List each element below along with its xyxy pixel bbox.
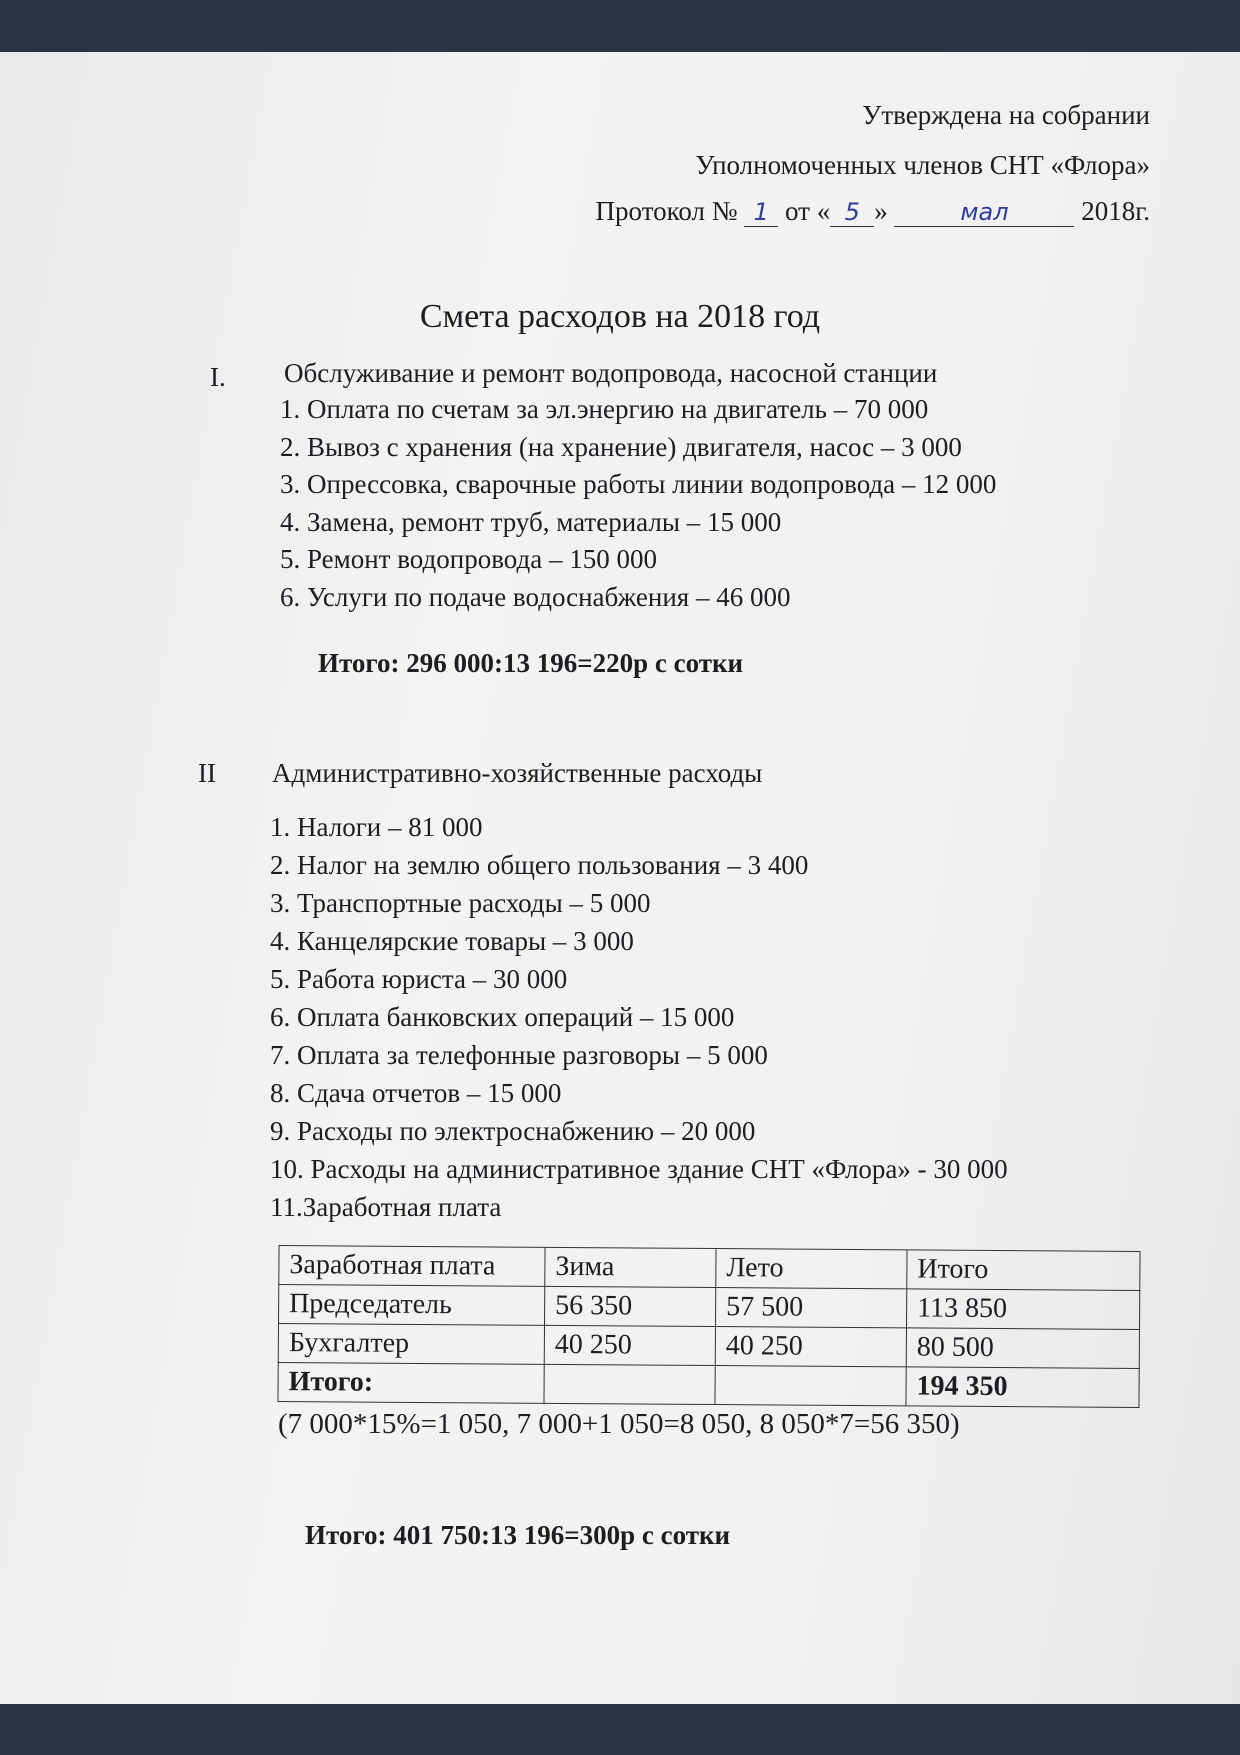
list-item: 2. Вывоз с хранения (на хранение) двигателя, насос – 3 000 [280,431,962,462]
day-close: » [874,196,888,226]
list-item: 10. Расходы на административное здание СНТ «Флора» - 30 000 [270,1154,1008,1184]
header-cell: Итого [907,1250,1140,1291]
approval-line-1: Утверждена на собрании [862,100,1150,130]
list-item: 1. Оплата по счетам за эл.энергию на двигатель – 70 000 [280,394,929,424]
section-2-heading: Административно-хозяйственные расходы [272,758,763,788]
header-cell: Лето [716,1249,907,1289]
protocol-month: мал [894,198,1074,227]
header-cell: Зима [545,1247,716,1287]
section-1-heading: Обслуживание и ремонт водопровода, насосной станции [284,358,938,388]
list-item: 11.Заработная плата [270,1192,502,1222]
list-item: 8. Сдача отчетов – 15 000 [270,1078,562,1108]
list-item: 1. Налоги – 81 000 [270,812,483,842]
list-item: 4. Канцелярские товары – 3 000 [270,926,634,956]
section-2-total: Итого: 401 750:13 196=300р с сотки [305,1520,731,1550]
section-1-total: Итого: 296 000:13 196=220р с сотки [318,648,744,678]
cell: 194 350 [906,1367,1139,1408]
approval-line-2: Уполномоченных членов СНТ «Флора» [695,150,1150,180]
cell: Председатель [279,1284,545,1325]
table-row [278,1323,1139,1368]
page-title: Смета расходов на 2018 год [419,298,821,335]
list-item: 3. Опрессовка, сварочные работы линии водопровода – 12 000 [280,469,997,499]
cell [715,1366,906,1406]
list-item: 9. Расходы по электроснабжению – 20 000 [270,1116,756,1146]
cell: 113 850 [906,1289,1139,1330]
cell: Бухгалтер [278,1323,544,1364]
list-item: 6. Оплата банковских операций – 15 000 [270,1002,735,1032]
list-item: 2. Налог на землю общего пользования – 3 400 [270,850,809,880]
table-row [279,1284,1140,1329]
header-cell: Заработная плата [279,1245,545,1286]
list-item: 4. Замена, ремонт труб, материалы – 15 000 [280,506,782,537]
cell: 40 250 [715,1327,906,1367]
protocol-year: 2018г. [1081,196,1150,226]
protocol-number: 1 [744,198,778,227]
protocol-line [596,196,1150,227]
cell: Итого: [278,1362,544,1403]
from-label: от « [785,196,831,226]
list-item: 5. Ремонт водопровода – 150 000 [280,544,657,574]
calculation-note: (7 000*15%=1 050, 7 000+1 050=8 050, 8 050*7=56 350) [278,1408,960,1440]
salary-table [277,1245,1140,1408]
protocol-label: Протокол № [595,196,738,226]
section-2-numeral: II [198,758,216,788]
cell: 56 350 [545,1286,716,1326]
protocol-day: 5 [830,198,874,227]
cell: 40 250 [544,1325,715,1365]
section-1-numeral: I. [210,362,226,392]
cell: 80 500 [906,1328,1139,1369]
cell [544,1364,715,1404]
list-item: 3. Транспортные расходы – 5 000 [270,888,651,918]
cell: 57 500 [715,1288,906,1328]
list-item: 5. Работа юриста – 30 000 [270,964,568,994]
table-header-row [279,1245,1140,1290]
list-item: 6. Услуги по подаче водоснабжения – 46 000 [280,581,791,612]
list-item: 7. Оплата за телефонные разговоры – 5 000 [270,1040,768,1070]
table-total-row [278,1362,1139,1407]
